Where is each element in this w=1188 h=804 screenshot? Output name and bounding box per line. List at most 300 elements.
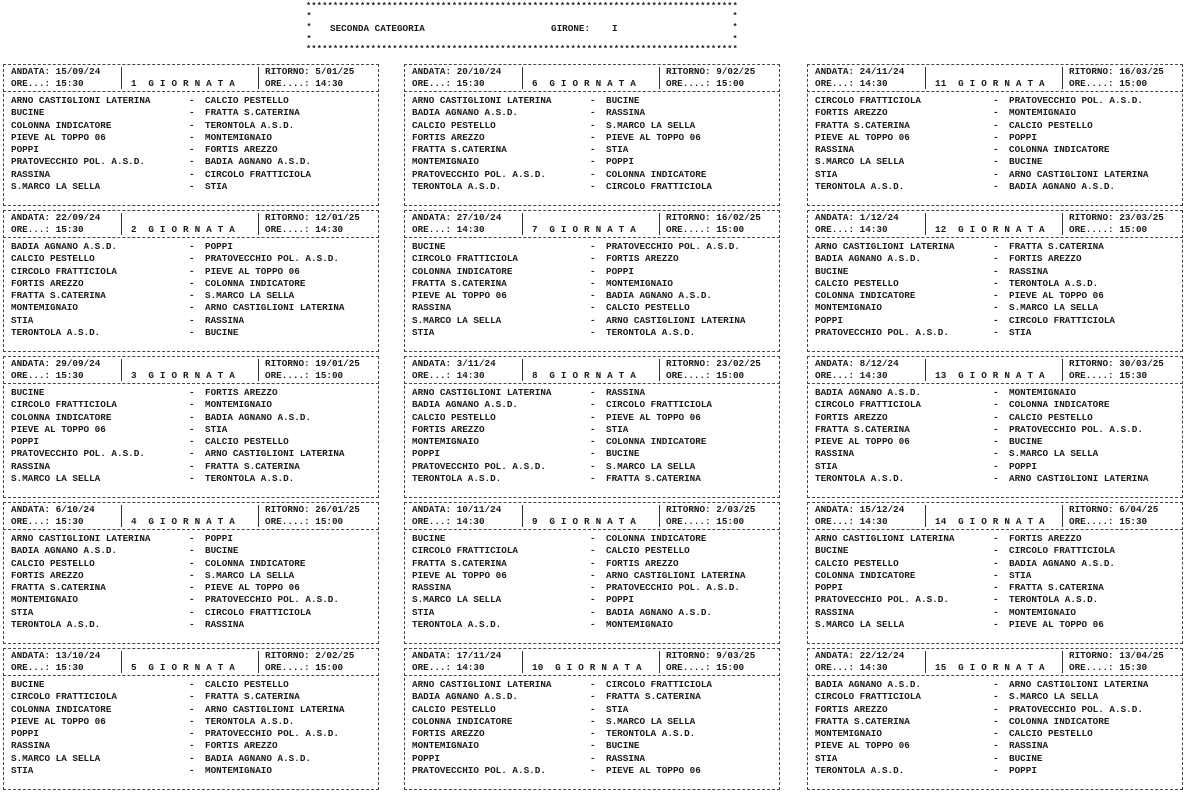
- match-row: [11, 156, 375, 168]
- match-row: [412, 582, 776, 594]
- match-row: [11, 461, 375, 473]
- ore-label: ORE....:: [666, 662, 711, 673]
- andata-label: ANDATA:: [412, 358, 452, 369]
- match-row: [815, 315, 1179, 327]
- away-team: FORTIS AREZZO: [205, 740, 278, 752]
- ritorno-label: RITORNO:: [1069, 358, 1114, 369]
- andata-label-row: [815, 504, 904, 516]
- match-row: [815, 412, 1179, 424]
- header-star: [306, 12, 312, 20]
- match-row: [412, 156, 776, 168]
- ritorno-label: RITORNO:: [666, 504, 711, 515]
- match-row: [815, 570, 1179, 582]
- match-separator: -: [993, 131, 999, 143]
- round-block-3: [3, 356, 379, 498]
- away-team: STIA: [1009, 327, 1032, 339]
- away-team: BUCINE: [606, 95, 640, 106]
- away-team: RASSINA: [1009, 740, 1049, 752]
- ritorno-date: 6/04/25: [1119, 504, 1159, 515]
- match-separator: -: [189, 144, 195, 156]
- match-separator: -: [993, 181, 999, 193]
- ore-andata: 14:30: [859, 370, 888, 381]
- match-separator: -: [993, 144, 999, 156]
- match-row: [412, 387, 776, 399]
- match-separator: -: [590, 253, 596, 265]
- andata-label: ANDATA:: [412, 504, 452, 515]
- away-team: POPPI: [1009, 131, 1037, 143]
- ore-ritorno-row: [265, 516, 343, 528]
- round-bottom-border: [807, 497, 1183, 498]
- ore-andata-row: [412, 78, 485, 90]
- ritorno-label: RITORNO:: [666, 66, 711, 77]
- ritorno-label-row: [666, 212, 761, 224]
- match-row: [412, 181, 776, 193]
- match-separator: -: [189, 265, 195, 277]
- match-row: [11, 765, 375, 777]
- match-separator: -: [189, 691, 195, 703]
- match-row: [11, 473, 375, 485]
- away-team: TERONTOLA A.S.D.: [606, 327, 696, 339]
- andata-date: 1/12/24: [859, 212, 899, 223]
- home-team: FRATTA S.CATERINA: [11, 290, 106, 302]
- match-separator: -: [993, 387, 999, 398]
- ore-andata: 15:30: [55, 78, 84, 89]
- match-row: [412, 120, 776, 132]
- ore-label: ORE...:: [412, 78, 452, 89]
- ritorno-label-row: [265, 650, 354, 662]
- away-team: TERONTOLA A.S.D.: [205, 715, 295, 727]
- match-row: [412, 315, 776, 327]
- round-bottom-border: [404, 497, 780, 498]
- home-team: CIRCOLO FRATTICIOLA: [412, 253, 519, 265]
- header-divider: [522, 67, 523, 89]
- match-separator: -: [993, 582, 999, 594]
- home-team: MONTEMIGNAIO: [412, 436, 479, 448]
- ritorno-label: RITORNO:: [1069, 650, 1114, 661]
- match-row: [815, 132, 1179, 144]
- home-team: POPPI: [815, 582, 843, 594]
- match-row: [11, 132, 375, 144]
- match-separator: -: [189, 533, 195, 544]
- match-separator: -: [993, 411, 999, 423]
- match-separator: -: [993, 253, 999, 265]
- match-separator: -: [993, 569, 999, 581]
- ore-ritorno: 15:00: [1119, 78, 1148, 89]
- match-separator: -: [189, 545, 195, 557]
- match-row: [815, 704, 1179, 716]
- home-team: RASSINA: [11, 740, 51, 752]
- home-team: CALCIO PESTELLO: [11, 557, 95, 569]
- match-row: [815, 327, 1179, 339]
- header-divider: [258, 505, 259, 527]
- match-list: [815, 387, 1179, 485]
- header-divider: [925, 213, 926, 235]
- ore-andata-row: [815, 78, 888, 90]
- ritorno-label: RITORNO:: [265, 650, 310, 661]
- match-separator: -: [189, 423, 195, 435]
- match-row: [412, 290, 776, 302]
- match-row: [815, 399, 1179, 411]
- away-team: S.MARCO LA SELLA: [606, 715, 696, 727]
- header-divider: [659, 359, 660, 381]
- match-separator: -: [590, 460, 596, 472]
- away-team: BADIA AGNANO A.S.D.: [1009, 557, 1116, 569]
- match-separator: -: [189, 119, 195, 131]
- home-team: PRATOVECCHIO POL. A.S.D.: [815, 594, 949, 606]
- match-list: [815, 95, 1179, 193]
- home-team: FORTIS AREZZO: [815, 703, 888, 715]
- andata-label-row: [412, 650, 501, 662]
- match-separator: -: [189, 168, 195, 180]
- match-separator: -: [993, 765, 999, 777]
- match-row: [11, 728, 375, 740]
- home-team: S.MARCO LA SELLA: [11, 473, 101, 485]
- away-team: S.MARCO LA SELLA: [205, 290, 295, 302]
- away-team: COLONNA INDICATORE: [205, 277, 306, 289]
- match-separator: -: [993, 557, 999, 569]
- andata-date: 29/09/24: [55, 358, 101, 369]
- home-team: PRATOVECCHIO POL. A.S.D.: [815, 327, 949, 339]
- away-team: CIRCOLO FRATTICIOLA: [1009, 314, 1116, 326]
- match-row: [11, 169, 375, 181]
- round-header: [404, 356, 780, 384]
- ore-andata: 14:30: [859, 516, 888, 527]
- away-team: STIA: [606, 144, 629, 156]
- match-row: [815, 679, 1179, 691]
- ore-andata: 15:30: [55, 662, 84, 673]
- andata-date: 8/12/24: [859, 358, 899, 369]
- ore-ritorno-row: [265, 224, 343, 236]
- ore-label: ORE....:: [666, 516, 711, 527]
- home-team: FORTIS AREZZO: [11, 277, 84, 289]
- header-divider: [925, 359, 926, 381]
- match-separator: -: [993, 691, 999, 703]
- ore-andata: 14:30: [859, 78, 888, 89]
- andata-label-row: [11, 504, 95, 516]
- round-title: 6 G I O R N A T A: [532, 78, 637, 89]
- match-row: [412, 461, 776, 473]
- away-team: TERONTOLA A.S.D.: [1009, 594, 1099, 606]
- away-team: COLONNA INDICATORE: [606, 533, 707, 544]
- ore-andata-row: [412, 370, 485, 382]
- away-team: CALCIO PESTELLO: [1009, 411, 1093, 423]
- round-bottom-border: [3, 497, 379, 498]
- home-team: PIEVE AL TOPPO 06: [412, 569, 507, 581]
- round-header: [3, 502, 379, 530]
- match-row: [815, 120, 1179, 132]
- away-team: PRATOVECCHIO POL. A.S.D.: [205, 594, 339, 606]
- round-header: [807, 356, 1183, 384]
- match-row: [11, 241, 375, 253]
- ore-label: ORE....:: [265, 662, 310, 673]
- match-row: [11, 253, 375, 265]
- home-team: RASSINA: [815, 448, 855, 460]
- match-separator: -: [590, 436, 596, 448]
- match-row: [11, 570, 375, 582]
- ore-label: ORE....:: [666, 224, 711, 235]
- ritorno-date: 16/03/25: [1119, 66, 1164, 77]
- match-row: [11, 704, 375, 716]
- ore-andata-row: [412, 662, 485, 674]
- ore-andata: 15:30: [55, 516, 84, 527]
- ore-label: ORE...:: [412, 662, 452, 673]
- match-row: [815, 728, 1179, 740]
- home-team: STIA: [11, 314, 34, 326]
- match-separator: -: [590, 594, 596, 606]
- away-team: PRATOVECCHIO POL. A.S.D.: [606, 582, 740, 594]
- ritorno-label-row: [1069, 650, 1164, 662]
- away-team: COLONNA INDICATORE: [1009, 715, 1110, 727]
- match-row: [11, 302, 375, 314]
- match-row: [412, 691, 776, 703]
- header-divider: [1062, 67, 1063, 89]
- away-team: S.MARCO LA SELLA: [1009, 448, 1099, 460]
- match-row: [412, 533, 776, 545]
- match-separator: -: [189, 765, 195, 777]
- away-team: PIEVE AL TOPPO 06: [1009, 619, 1104, 631]
- match-separator: -: [590, 290, 596, 302]
- match-separator: -: [189, 302, 195, 314]
- home-team: BADIA AGNANO A.S.D.: [412, 691, 519, 703]
- andata-date: 3/11/24: [456, 358, 496, 369]
- away-team: STIA: [205, 181, 228, 193]
- match-row: [412, 302, 776, 314]
- header-star: [732, 35, 738, 43]
- ritorno-label-row: [666, 358, 761, 370]
- header-divider: [1062, 651, 1063, 673]
- away-team: PIEVE AL TOPPO 06: [1009, 290, 1104, 302]
- ore-andata-row: [11, 662, 84, 674]
- ore-label: ORE....:: [1069, 662, 1114, 673]
- ore-label: ORE....:: [265, 516, 310, 527]
- match-row: [412, 545, 776, 557]
- ore-ritorno: 15:00: [1119, 224, 1148, 235]
- home-team: ARNO CASTIGLIONI LATERINA: [815, 533, 955, 544]
- ore-ritorno: 15:00: [716, 516, 745, 527]
- match-row: [412, 436, 776, 448]
- home-team: STIA: [815, 752, 838, 764]
- ore-label: ORE....:: [1069, 224, 1114, 235]
- away-team: CALCIO PESTELLO: [205, 679, 289, 690]
- match-row: [11, 387, 375, 399]
- home-team: STIA: [11, 765, 34, 777]
- home-team: TERONTOLA A.S.D.: [412, 181, 502, 193]
- match-separator: -: [590, 411, 596, 423]
- match-row: [11, 607, 375, 619]
- round-block-6: [404, 64, 780, 206]
- away-team: FRATTA S.CATERINA: [1009, 582, 1104, 594]
- round-title: 12 G I O R N A T A: [935, 224, 1045, 235]
- match-row: [815, 753, 1179, 765]
- ore-label: ORE....:: [1069, 78, 1114, 89]
- away-team: BADIA AGNANO A.S.D.: [606, 606, 713, 618]
- round-header: [3, 64, 379, 92]
- category-title: SECONDA CATEGORIA: [330, 23, 425, 34]
- home-team: S.MARCO LA SELLA: [815, 156, 905, 168]
- match-separator: -: [993, 119, 999, 131]
- match-separator: -: [189, 752, 195, 764]
- match-row: [11, 278, 375, 290]
- match-row: [11, 266, 375, 278]
- ore-ritorno-row: [666, 516, 744, 528]
- match-separator: -: [189, 569, 195, 581]
- home-team: STIA: [412, 606, 435, 618]
- round-bottom-border: [404, 205, 780, 206]
- ore-label: ORE....:: [265, 224, 310, 235]
- header-divider: [1062, 505, 1063, 527]
- away-team: PRATOVECCHIO POL. A.S.D.: [606, 241, 740, 252]
- away-team: ARNO CASTIGLIONI LATERINA: [205, 448, 345, 460]
- home-team: TERONTOLA A.S.D.: [815, 181, 905, 193]
- ore-ritorno-row: [265, 78, 343, 90]
- home-team: STIA: [815, 460, 838, 472]
- match-row: [11, 412, 375, 424]
- andata-label-row: [11, 66, 100, 78]
- home-team: FORTIS AREZZO: [815, 107, 888, 119]
- round-header: [807, 648, 1183, 676]
- header-divider: [522, 651, 523, 673]
- round-title: 11 G I O R N A T A: [935, 78, 1045, 89]
- match-separator: -: [189, 436, 195, 448]
- match-separator: -: [590, 156, 596, 168]
- match-separator: -: [590, 679, 596, 690]
- match-row: [815, 765, 1179, 777]
- andata-date: 22/12/24: [859, 650, 905, 661]
- header-divider: [659, 213, 660, 235]
- home-team: ARNO CASTIGLIONI LATERINA: [412, 95, 552, 106]
- header-divider: [659, 651, 660, 673]
- match-separator: -: [189, 582, 195, 594]
- home-team: BUCINE: [11, 387, 45, 398]
- match-separator: -: [993, 715, 999, 727]
- ritorno-date: 12/01/25: [315, 212, 360, 223]
- andata-date: 22/09/24: [55, 212, 101, 223]
- ore-ritorno-row: [666, 662, 744, 674]
- ore-andata-row: [11, 78, 84, 90]
- away-team: BADIA AGNANO A.S.D.: [205, 752, 312, 764]
- match-separator: -: [189, 107, 195, 119]
- away-team: PIEVE AL TOPPO 06: [606, 765, 701, 777]
- match-separator: -: [189, 606, 195, 618]
- round-title: 3 G I O R N A T A: [131, 370, 236, 381]
- home-team: CALCIO PESTELLO: [815, 277, 899, 289]
- match-row: [815, 290, 1179, 302]
- andata-label-row: [815, 212, 899, 224]
- away-team: BUCINE: [606, 448, 640, 460]
- round-title: 1 G I O R N A T A: [131, 78, 236, 89]
- away-team: FRATTA S.CATERINA: [205, 107, 300, 119]
- home-team: ARNO CASTIGLIONI LATERINA: [412, 387, 552, 398]
- away-team: BADIA AGNANO A.S.D.: [205, 411, 312, 423]
- andata-label: ANDATA:: [815, 650, 855, 661]
- round-bottom-border: [3, 205, 379, 206]
- round-bottom-border: [807, 643, 1183, 644]
- match-row: [412, 753, 776, 765]
- home-team: COLONNA INDICATORE: [412, 265, 513, 277]
- ritorno-label-row: [666, 66, 755, 78]
- match-row: [412, 169, 776, 181]
- ritorno-label: RITORNO:: [265, 66, 310, 77]
- match-row: [815, 716, 1179, 728]
- andata-label-row: [412, 212, 501, 224]
- away-team: ARNO CASTIGLIONI LATERINA: [1009, 168, 1149, 180]
- ore-ritorno: 15:30: [1119, 516, 1148, 527]
- match-separator: -: [590, 168, 596, 180]
- away-team: BUCINE: [205, 327, 239, 339]
- home-team: POPPI: [11, 436, 39, 448]
- match-list: [815, 679, 1179, 777]
- header-divider: [659, 67, 660, 89]
- round-bottom-border: [404, 643, 780, 644]
- home-team: S.MARCO LA SELLA: [815, 619, 905, 631]
- ore-andata-row: [11, 370, 84, 382]
- home-team: TERONTOLA A.S.D.: [815, 473, 905, 485]
- ritorno-label-row: [1069, 504, 1158, 516]
- match-separator: -: [590, 728, 596, 740]
- ritorno-date: 16/02/25: [716, 212, 761, 223]
- andata-label: ANDATA:: [815, 66, 855, 77]
- ore-andata-row: [11, 224, 84, 236]
- andata-label: ANDATA:: [815, 504, 855, 515]
- away-team: FRATTA S.CATERINA: [205, 691, 300, 703]
- ore-ritorno-row: [265, 662, 343, 674]
- match-row: [11, 740, 375, 752]
- home-team: CIRCOLO FRATTICIOLA: [815, 95, 922, 106]
- match-row: [11, 594, 375, 606]
- ore-ritorno: 15:00: [716, 78, 745, 89]
- round-title: 2 G I O R N A T A: [131, 224, 236, 235]
- home-team: TERONTOLA A.S.D.: [815, 765, 905, 777]
- match-separator: -: [993, 679, 999, 690]
- round-header: [807, 502, 1183, 530]
- round-block-12: [807, 210, 1183, 352]
- match-row: [11, 327, 375, 339]
- match-separator: -: [590, 582, 596, 594]
- ore-ritorno-row: [666, 78, 744, 90]
- round-bottom-border: [3, 643, 379, 644]
- match-separator: -: [189, 715, 195, 727]
- andata-label: ANDATA:: [815, 212, 855, 223]
- home-team: FORTIS AREZZO: [412, 728, 485, 740]
- match-separator: -: [590, 302, 596, 314]
- round-header: [404, 648, 780, 676]
- round-title: 7 G I O R N A T A: [532, 224, 637, 235]
- home-team: FORTIS AREZZO: [11, 569, 84, 581]
- match-separator: -: [590, 327, 596, 339]
- ore-ritorno-row: [265, 370, 343, 382]
- away-team: S.MARCO LA SELLA: [1009, 691, 1099, 703]
- ritorno-date: 9/03/25: [716, 650, 756, 661]
- match-separator: -: [590, 387, 596, 398]
- away-team: CALCIO PESTELLO: [606, 545, 690, 557]
- match-list: [11, 679, 375, 777]
- home-team: COLONNA INDICATORE: [412, 715, 513, 727]
- home-team: CALCIO PESTELLO: [412, 411, 496, 423]
- ritorno-date: 19/01/25: [315, 358, 360, 369]
- away-team: CALCIO PESTELLO: [606, 302, 690, 314]
- away-team: POPPI: [1009, 460, 1037, 472]
- round-title: 10 G I O R N A T A: [532, 662, 642, 673]
- match-separator: -: [993, 314, 999, 326]
- home-team: COLONNA INDICATORE: [815, 290, 916, 302]
- round-bottom-border: [807, 789, 1183, 790]
- home-team: FORTIS AREZZO: [412, 423, 485, 435]
- home-team: CIRCOLO FRATTICIOLA: [11, 399, 118, 411]
- ritorno-label: RITORNO:: [666, 650, 711, 661]
- home-team: FRATTA S.CATERINA: [412, 557, 507, 569]
- home-team: FORTIS AREZZO: [815, 411, 888, 423]
- match-list: [412, 679, 776, 777]
